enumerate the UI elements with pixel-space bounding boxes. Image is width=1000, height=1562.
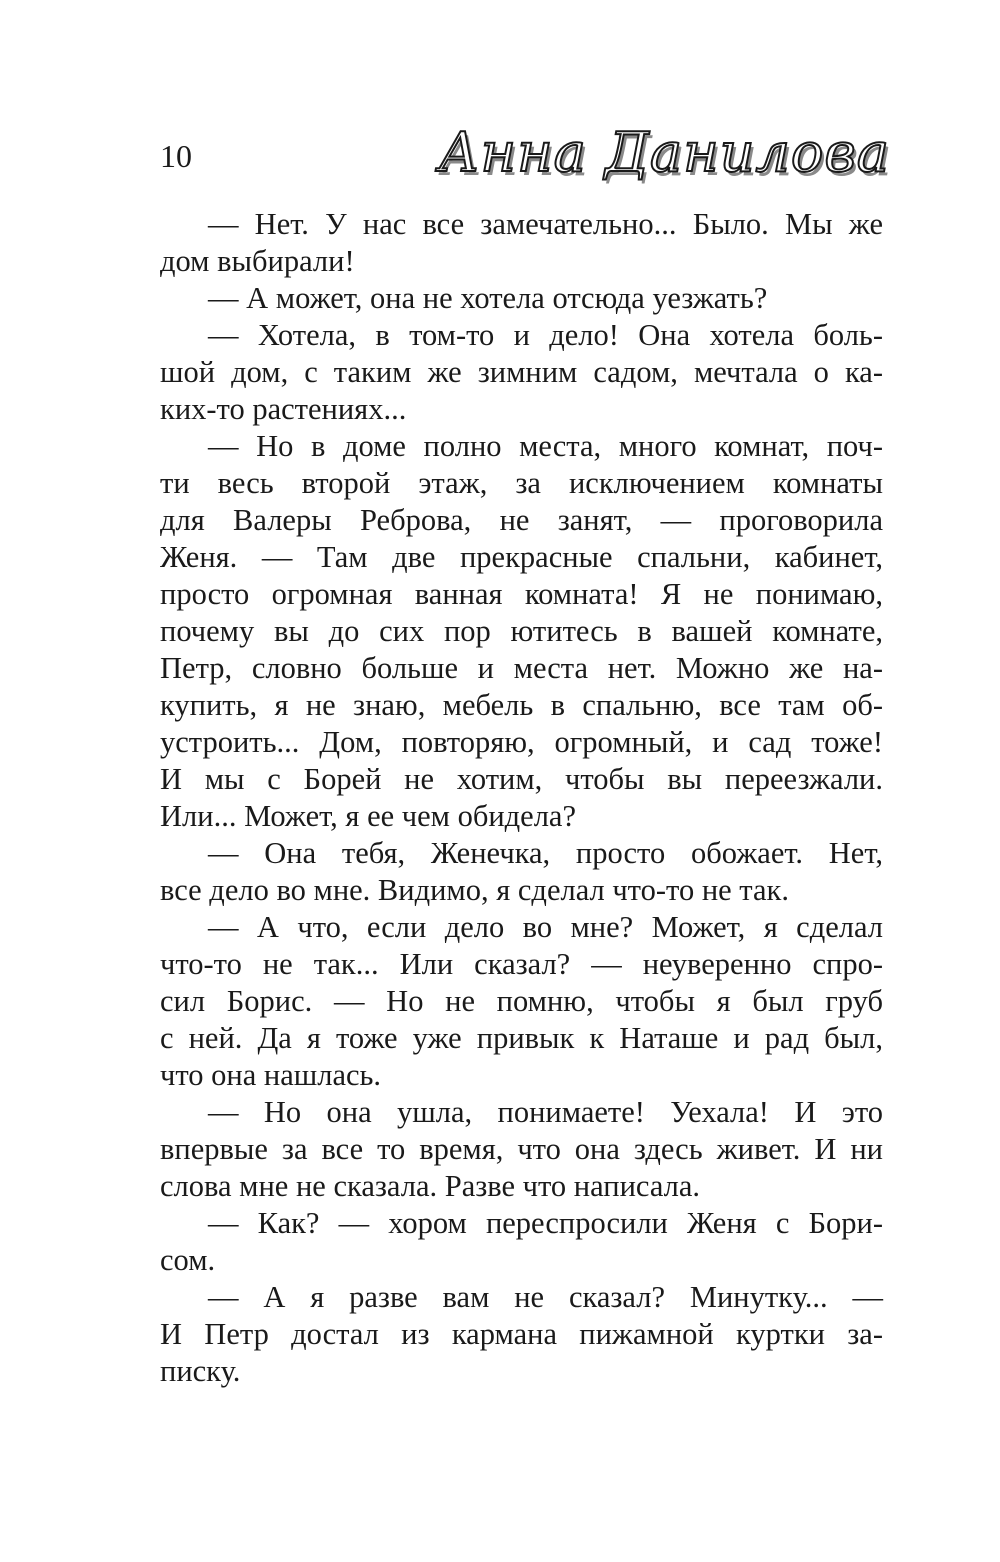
text-line: устроить... Дом, повторяю, огромный, и сад тоже! — [160, 725, 883, 759]
text-line: — А я разве вам не сказал? Минутку... — — [208, 1280, 883, 1314]
text-line: ти весь второй этаж, за исключением комнаты — [160, 466, 883, 500]
body-text — [160, 206, 883, 1390]
text-line: впервые за все то время, что она здесь живет. И ни — [160, 1132, 883, 1166]
text-line: писку. — [160, 1354, 241, 1388]
text-line: — Но она ушла, понимаете! Уехала! И это — [208, 1095, 883, 1129]
text-line: — Нет. У нас все замечательно... Было. Мы же — [208, 207, 883, 241]
text-line: сил Борис. — Но не помню, чтобы я был груб — [160, 984, 883, 1018]
text-line: ких-то растениях... — [160, 392, 407, 426]
text-line: дом выбирали! — [160, 244, 355, 278]
text-line: Женя. — Там две прекрасные спальни, кабинет, — [160, 540, 883, 574]
text-line: И мы с Борей не хотим, чтобы вы переезжали. — [160, 762, 883, 796]
text-line: с ней. Да я тоже уже привык к Наташе и рад был, — [160, 1021, 883, 1055]
text-line: — Хотела, в том-то и дело! Она хотела боль- — [208, 318, 883, 352]
text-line: — А что, если дело во мне? Может, я сделал — [208, 910, 883, 944]
text-line: почему вы до сих пор ютитесь в вашей комнате, — [160, 614, 883, 648]
running-head-author: Анна Данилова — [438, 121, 890, 184]
text-line: просто огромная ванная комната! Я не понимаю, — [160, 577, 883, 611]
text-line: — Но в доме полно места, много комнат, поч- — [208, 429, 883, 463]
text-line: Петр, словно больше и места нет. Можно же на- — [160, 651, 883, 685]
text-line: что она нашлась. — [160, 1058, 382, 1092]
text-line: шой дом, с таким же зимним садом, мечтала о ка- — [160, 355, 883, 389]
text-line: — Она тебя, Женечка, просто обожает. Нет, — [208, 836, 883, 870]
text-line: Или... Может, я ее чем обидела? — [160, 799, 577, 833]
text-line: все дело во мне. Видимо, я сделал что-то не так. — [160, 873, 789, 907]
text-line: купить, я не знаю, мебель в спальню, все там об- — [160, 688, 883, 722]
text-line: для Валеры Реброва, не занят, — проговорила — [160, 503, 883, 537]
text-line: сом. — [160, 1243, 216, 1277]
page-number: 10 — [160, 138, 192, 174]
text-line: — Как? — хором переспросили Женя с Бори- — [208, 1206, 883, 1240]
text-line: И Петр достал из кармана пижамной куртки за- — [160, 1317, 883, 1351]
text-line: слова мне не сказала. Разве что написала. — [160, 1169, 701, 1203]
text-line: — А может, она не хотела отсюда уезжать? — [208, 281, 768, 315]
text-line: что-то не так... Или сказал? — неуверенно спро- — [160, 947, 883, 981]
